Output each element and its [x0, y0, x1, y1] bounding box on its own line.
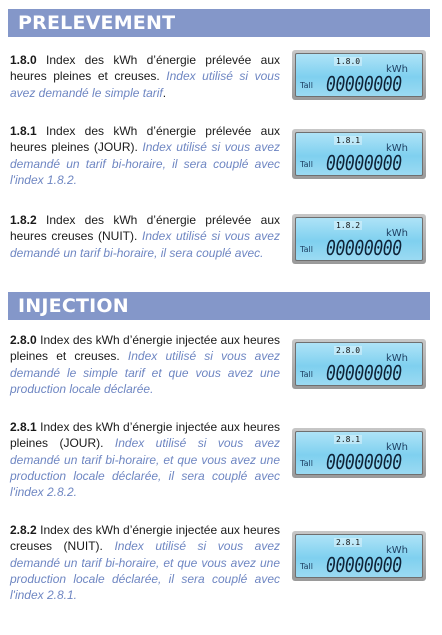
lcd-unit: kWh [385, 64, 408, 75]
entry-2-8-0 [10, 332, 280, 397]
lcd-code: 2.8.1 [336, 435, 361, 444]
signal-icon: Tall [300, 562, 313, 571]
index-code: 1.8.2 [10, 213, 37, 227]
index-code: 1.8.0 [10, 53, 37, 67]
meter-display-2-8-0 [292, 339, 426, 389]
lcd-digits: 00000000 [326, 236, 402, 260]
lcd-unit: kWh [385, 353, 408, 364]
lcd-screen [295, 534, 423, 578]
entry-1-8-0 [10, 52, 280, 101]
lcd-code: 1.8.2 [336, 221, 361, 230]
signal-icon: Tall [300, 370, 313, 379]
section-header-prelevement: PRELEVEMENT [8, 9, 430, 37]
signal-icon: Tall [300, 245, 313, 254]
meter-display-1-8-0 [292, 50, 426, 100]
lcd-code: 1.8.0 [336, 57, 361, 66]
lcd-digits: 00000000 [326, 553, 402, 577]
meter-display-1-8-1 [292, 129, 426, 179]
section-header-injection: INJECTION [8, 292, 430, 320]
lcd-unit: kWh [385, 442, 408, 453]
lcd-digits: 00000000 [326, 450, 402, 474]
lcd-unit: kWh [385, 143, 408, 154]
lcd-digits: 00000000 [326, 151, 402, 175]
entry-1-8-2 [10, 212, 280, 261]
entry-2-8-1 [10, 419, 280, 500]
index-note: Index utilisé si vous avez demandé le simple tarif et que vous avez une production locale déclarée. [10, 349, 281, 396]
signal-icon: Tall [300, 459, 313, 468]
index-note: Index utilisé si vous avez demandé le simple tarif [10, 69, 280, 100]
entry-2-8-2 [10, 522, 280, 603]
lcd-unit: kWh [385, 228, 408, 239]
index-note: Index utilisé si vous avez demandé un tarif bi-horaire, et que vous avez une production locale déclarée, il sera couplé avec l'index 2.8.2. [10, 436, 281, 500]
lcd-screen [295, 342, 423, 386]
lcd-code: 1.8.1 [336, 136, 361, 145]
index-note: Index utilisé si vous avez demandé un tarif bi-horaire, il sera couplé avec l'index 1.8.2. [10, 140, 281, 187]
index-note: Index utilisé si vous avez demandé un tarif bi-horaire, il sera couplé avec. [10, 229, 280, 260]
index-description: Index des kWh d’énergie injectée aux heures pleines et creuses. [10, 333, 280, 364]
index-code: 2.8.2 [10, 523, 37, 537]
signal-icon: Tall [300, 81, 313, 90]
index-note: Index utilisé si vous avez demandé un tarif bi-horaire, et que vous avez une production locale déclarée, il sera couplé avec l'index 2.8.1. [10, 539, 281, 603]
lcd-code: 2.8.1 [336, 538, 361, 547]
index-code: 1.8.1 [10, 124, 37, 138]
meter-display-1-8-2 [292, 214, 426, 264]
signal-icon: Tall [300, 160, 313, 169]
entry-1-8-1 [10, 123, 280, 188]
meter-display-2-8-2 [292, 531, 426, 581]
index-description: Index des kWh d’énergie injectée aux heures pleines (JOUR). [10, 420, 280, 451]
lcd-unit: kWh [385, 545, 408, 556]
lcd-digits: 00000000 [326, 361, 402, 385]
index-code: 2.8.0 [10, 333, 37, 347]
index-description: Index des kWh d’énergie prélevée aux heures pleines (JOUR). [10, 124, 280, 155]
lcd-screen [295, 431, 423, 475]
index-description: Index des kWh d’énergie prélevée aux heures creuses (NUIT). [10, 213, 280, 244]
index-tail: . [162, 85, 167, 100]
lcd-screen [295, 132, 423, 176]
lcd-screen [295, 217, 423, 261]
index-description: Index des kWh d’énergie prélevée aux heures pleines et creuses. [10, 53, 280, 84]
index-code: 2.8.1 [10, 420, 37, 434]
lcd-screen [295, 53, 423, 97]
lcd-code: 2.8.0 [336, 346, 361, 355]
lcd-digits: 00000000 [326, 72, 402, 96]
index-description: Index des kWh d’énergie injectée aux heures creuses (NUIT). [10, 523, 280, 554]
meter-display-2-8-1 [292, 428, 426, 478]
